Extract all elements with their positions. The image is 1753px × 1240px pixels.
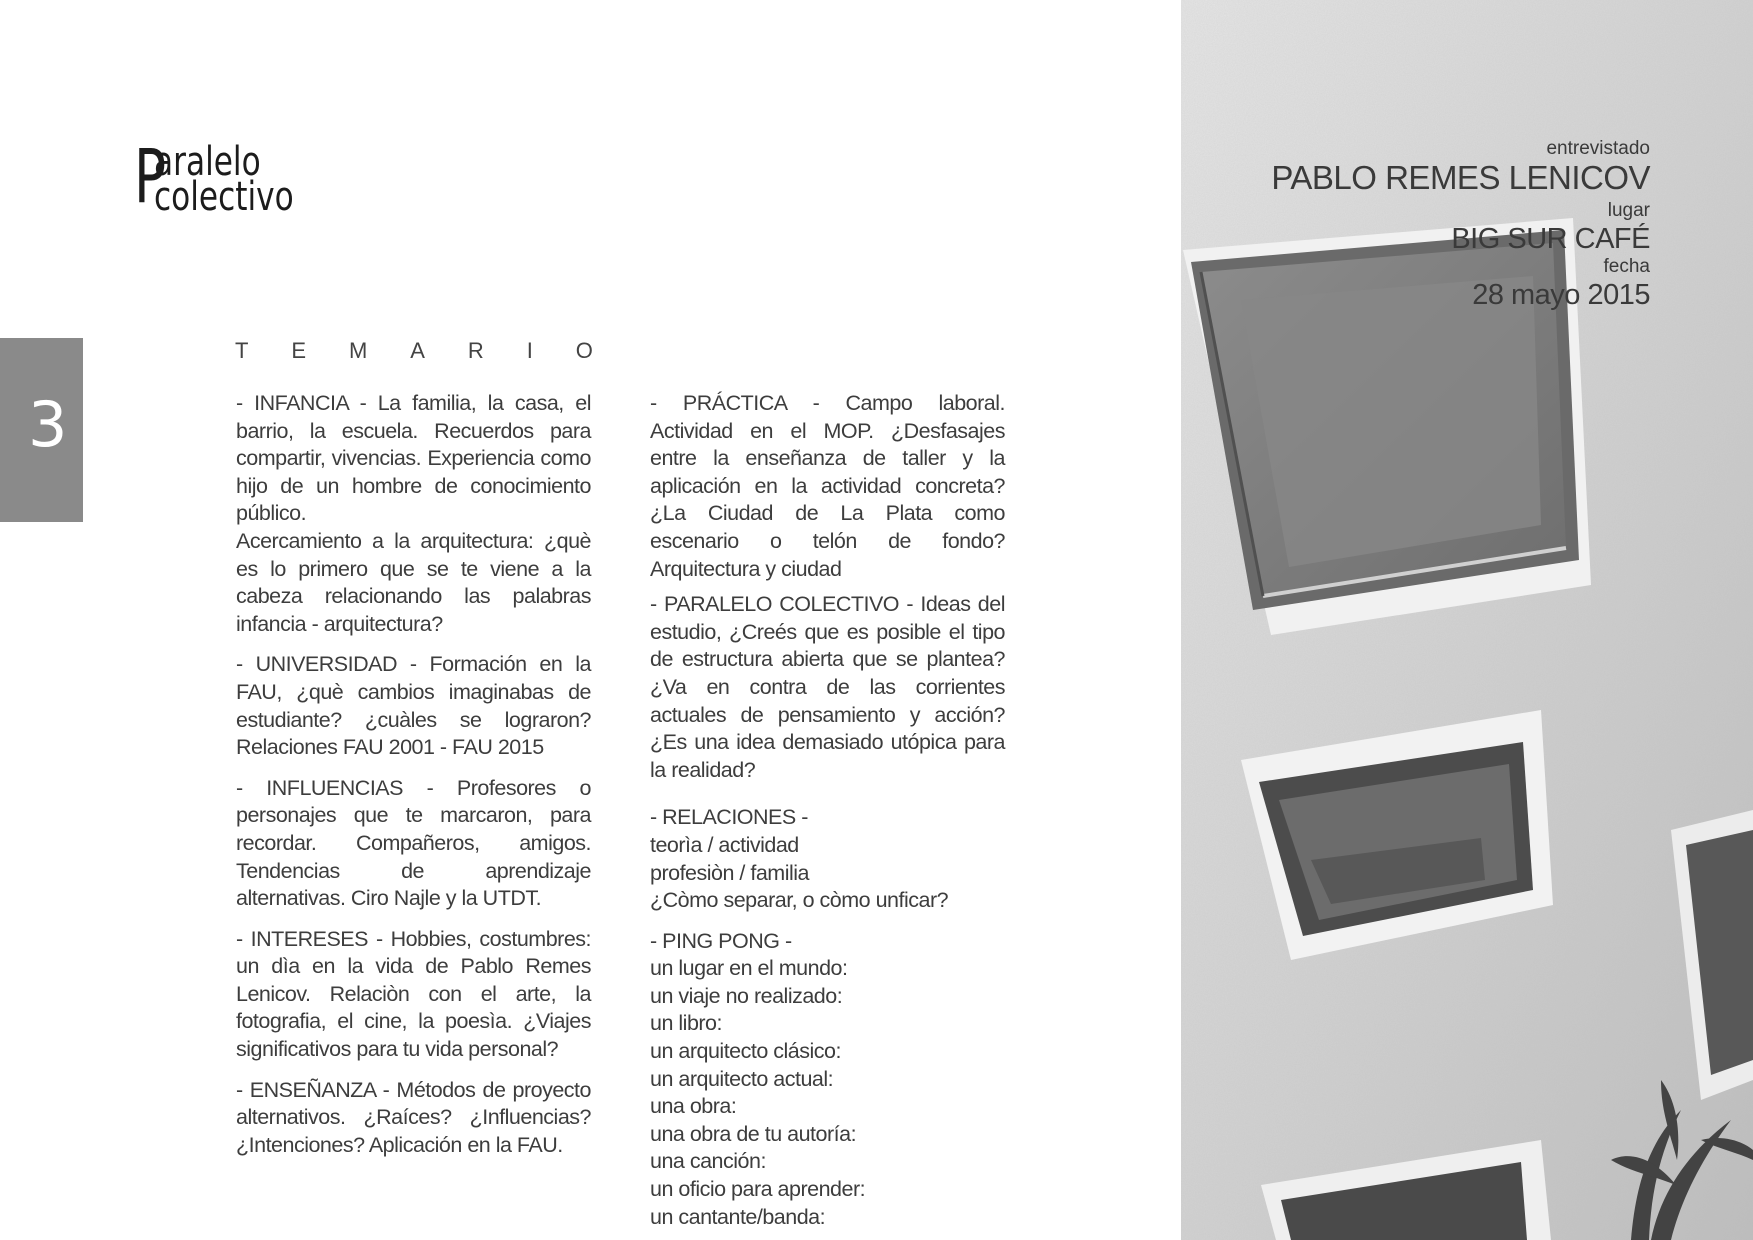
ping-pong-line: un cantante/banda: bbox=[650, 1204, 826, 1229]
topic-ensenanza: - ENSEÑANZA - Métodos de proyecto alternativos. ¿Raíces? ¿Influencias? ¿Intenciones? Aplicación en la FAU. bbox=[236, 1077, 591, 1157]
topic-influencias: - INFLUENCIAS - Profesores o personajes que te marcaron, para recordar. Compañeros, amigos. Tendencias de aprendizaje alternativas. Ciro Najle y la UTDT. bbox=[236, 775, 591, 911]
temario-letter: O bbox=[575, 338, 593, 363]
page-number: 3 bbox=[28, 388, 68, 461]
temario-letter: M bbox=[349, 338, 368, 363]
entrevistado-name: PABLO REMES LENICOV bbox=[1271, 159, 1650, 196]
fecha-label: fecha bbox=[1603, 256, 1650, 277]
temario-letter: I bbox=[526, 338, 533, 363]
relaciones-line: teorìa / actividad bbox=[650, 832, 799, 857]
logo-line-1: aralelo bbox=[154, 139, 261, 185]
topic-acercamiento: Acercamiento a la arquitectura: ¿què es lo primero que se te viene a la cabeza relacionando las palabras infancia - arquitectura? bbox=[236, 528, 591, 636]
logo-big-letter: P bbox=[134, 134, 165, 220]
lugar-value: BIG SUR CAFÉ bbox=[1451, 223, 1650, 255]
entrevistado-label: entrevistado bbox=[1546, 138, 1650, 159]
topic-infancia: - INFANCIA - La familia, la casa, el barrio, la escuela. Recuerdos para compartir, vivencias. Experiencia como hijo de un hombre de conocimiento público. bbox=[236, 391, 591, 526]
temario-column-1 bbox=[236, 390, 591, 1172]
topic-relaciones bbox=[650, 804, 1005, 914]
ping-pong-line: un viaje no realizado: bbox=[650, 983, 843, 1008]
topic-paralelo-colectivo: - PARALELO COLECTIVO - Ideas del estudio, ¿Creés que es posible el tipo de estructura abierta que se plantea? ¿Va en contra de las corrientes actuales de pensamiento y acción? ¿Es una idea demasiado utópica para la realidad? bbox=[650, 592, 1005, 782]
relaciones-line: ¿Còmo separar, o còmo unficar? bbox=[650, 888, 949, 913]
ping-pong-line: una canción: bbox=[650, 1149, 766, 1174]
ping-pong-line: un libro: bbox=[650, 1011, 722, 1036]
ping-pong-line: un arquitecto actual: bbox=[650, 1066, 834, 1091]
fecha-value: 28 mayo 2015 bbox=[1472, 279, 1650, 311]
ping-pong-line: un lugar en el mundo: bbox=[650, 956, 848, 981]
ping-pong-line: un arquitecto clásico: bbox=[650, 1039, 841, 1064]
relaciones-line: - RELACIONES - bbox=[650, 805, 808, 830]
topic-practica: - PRÁCTICA - Campo laboral. Actividad en el MOP. ¿Desfasajes entre la enseñanza de taller y la aplicación en la actividad concreta? ¿La Ciudad de La Plata como escenario o telón de fondo? Arquitectura y ciudad bbox=[650, 391, 1005, 581]
topic-ping-pong bbox=[650, 928, 1005, 1232]
ping-pong-line: un oficio para aprender: bbox=[650, 1177, 866, 1202]
temario-letter: A bbox=[410, 338, 425, 363]
temario-letter: T bbox=[235, 338, 249, 363]
temario-letter: R bbox=[467, 338, 484, 363]
ping-pong-line: - PING PONG - bbox=[650, 928, 792, 953]
relaciones-line: profesiòn / familia bbox=[650, 860, 809, 885]
ping-pong-line: una obra: bbox=[650, 1094, 737, 1119]
temario-column-2 bbox=[650, 390, 1005, 1231]
lugar-label: lugar bbox=[1607, 200, 1650, 221]
interview-info bbox=[1271, 138, 1650, 312]
topic-intereses: - INTERESES - Hobbies, costumbres: un dìa en la vida de Pablo Remes Lenicov. Relaciòn con el arte, la fotografia, el cine, la poesìa. ¿Viajes significativos para tu vida personal? bbox=[236, 926, 591, 1062]
ping-pong-line: una obra de tu autoría: bbox=[650, 1121, 857, 1146]
temario-heading bbox=[235, 338, 593, 364]
logo-line-2: colectivo bbox=[154, 174, 294, 220]
temario-letter: E bbox=[291, 338, 307, 363]
topic-universidad: - UNIVERSIDAD - Formación en la FAU, ¿què cambios imaginabas de estudiante? ¿cuàles se lograron? Relaciones FAU 2001 - FAU 2015 bbox=[236, 652, 591, 760]
page-number-tab bbox=[0, 338, 83, 522]
